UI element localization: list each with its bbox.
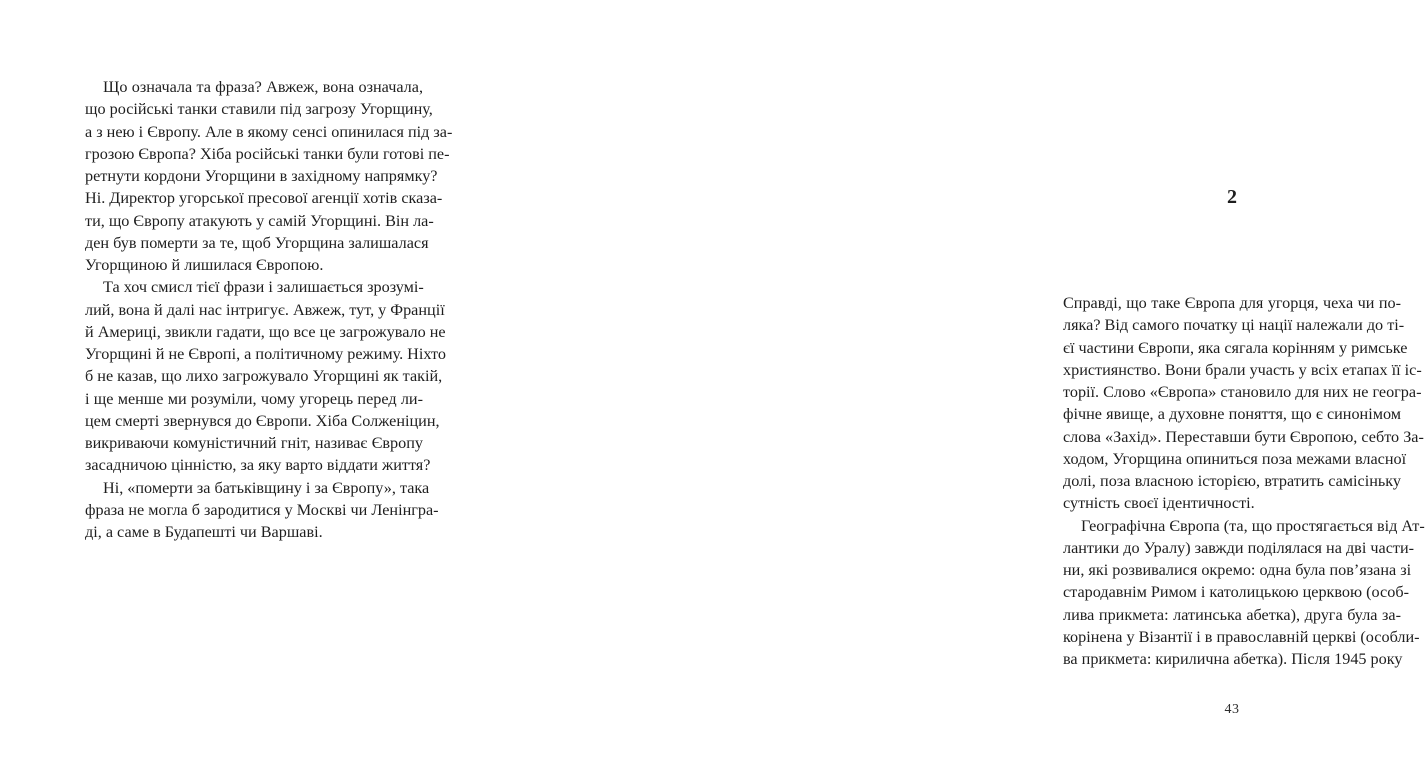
text-line: ва прикмета: кирилична абетка). Після 1945 року xyxy=(1063,650,1403,668)
text-line: ходом, Угорщина опиниться поза межами власної xyxy=(1063,449,1407,468)
text-line: Та хоч смисл тієї фрази і залишається зрозумі- xyxy=(103,278,424,297)
text-line: Ні, «померти за батьківщину і за Європу», така xyxy=(103,478,430,497)
text-line: Що означала та фраза? Авжеж, вона означала, xyxy=(103,78,423,96)
text-line: корінена у Візантії і в православній церкві (особли- xyxy=(1063,627,1420,646)
text-line: ни, які розвивалися окремо: одна була пов’язана зі xyxy=(1063,561,1412,579)
right-page-text xyxy=(1063,292,1425,670)
text-line: Угорщиною й лишилася Європою. xyxy=(85,256,324,274)
text-line: Географічна Європа (та, що простягається від Ат- xyxy=(1081,516,1425,535)
right-page xyxy=(495,0,1425,762)
text-line: фраза не могла б зародитися у Москві чи Ленінгра- xyxy=(85,500,439,519)
text-line: грозою Європа? Хіба російські танки були готові пе- xyxy=(85,144,450,163)
text-line: єї частини Європи, яка сягала корінням у римське xyxy=(1063,338,1408,357)
paragraph xyxy=(85,477,439,544)
text-line: ти, що Європу атакують у самій Угорщині. Він ла- xyxy=(85,211,434,230)
text-line: християнство. Вони брали участь у всіх етапах її іс- xyxy=(1063,360,1422,379)
text-line: викриваючи комуністичний гніт, називає Європу xyxy=(85,434,423,452)
text-line: і ще менше ми розуміли, чому угорець перед ли- xyxy=(85,389,423,408)
text-line: ден був померти за те, щоб Угорщина залишалася xyxy=(85,233,429,252)
text-line: долі, поза власною історією, втратить самісіньку xyxy=(1063,472,1401,490)
text-line: ретнути кордони Угорщини в західному напрямку? xyxy=(85,167,438,185)
text-line: Справді, що таке Європа для угорця, чеха чи по- xyxy=(1063,294,1401,312)
text-line: цем смерті звернувся до Європи. Хіба Солженіцин, xyxy=(85,411,440,430)
text-line: лий, вона й далі нас інтригує. Авжеж, тут, у Франції xyxy=(85,300,445,319)
paragraph xyxy=(85,76,453,276)
text-line: торії. Слово «Європа» становило для них не геогра- xyxy=(1063,383,1422,401)
page-number: 43 xyxy=(1224,702,1240,717)
text-line: лантики до Уралу) завжди поділялася на дві части- xyxy=(1063,538,1415,557)
text-line: Угорщині й не Європі, а політичному режиму. Ніхто xyxy=(85,345,446,363)
text-line: б не казав, що лихо загрожувало Угорщині як такій, xyxy=(85,367,443,386)
paragraph xyxy=(85,276,446,476)
text-line: Ні. Директор угорської пресової агенції хотів сказа- xyxy=(85,189,443,208)
text-line: сутність своєї ідентичності. xyxy=(1063,494,1255,513)
left-page xyxy=(0,0,495,762)
text-line: ді, а саме в Будапешті чи Варшаві. xyxy=(85,523,323,541)
paragraph xyxy=(1063,292,1424,515)
text-line: ляка? Від самого початку ці нації належали до ті- xyxy=(1063,316,1405,335)
text-line: що російські танки ставили під загрозу Угорщину, xyxy=(85,100,433,119)
paragraph xyxy=(1063,515,1425,671)
left-page-text xyxy=(85,76,453,543)
text-line: лива прикмета: латинська абетка), друга була за- xyxy=(1063,605,1401,624)
text-line: й Америці, звикли гадати, що все це загрожувало не xyxy=(85,322,446,341)
text-line: фічне явище, а духовне поняття, що є синонімом xyxy=(1063,405,1401,424)
text-line: стародавнім Римом і католицькою церквою (особ- xyxy=(1063,583,1409,602)
text-line: засадничою цінністю, за яку варто віддати життя? xyxy=(85,456,431,475)
chapter-number: 2 xyxy=(1227,186,1237,208)
text-line: слова «Захід». Переставши бути Європою, себто За- xyxy=(1063,427,1424,446)
text-line: а з нею і Європу. Але в якому сенсі опинилася під за- xyxy=(85,122,453,141)
